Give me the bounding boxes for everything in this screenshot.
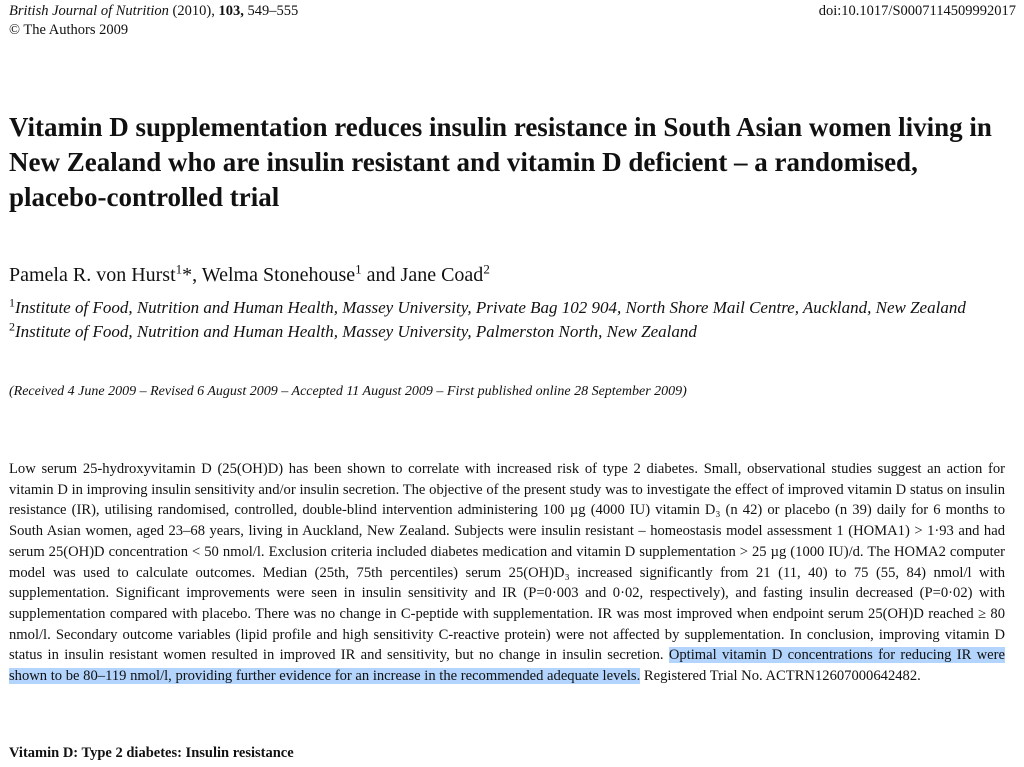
- affiliation-text: Institute of Food, Nutrition and Human Health, Massey University, Private Bag 102 904, North Shore Mail Centre, Auckland, New Zealand: [15, 298, 966, 317]
- abstract-trailing-text[interactable]: Registered Trial No. ACTRN12607000642482.: [640, 668, 921, 685]
- affiliation: [9, 320, 1009, 344]
- journal-volume: 103,: [218, 3, 244, 19]
- keywords: Vitamin D: Type 2 diabetes: Insulin resistance: [9, 745, 294, 761]
- author-name: Jane Coad: [400, 264, 484, 286]
- affiliation-marker: 1: [9, 295, 15, 310]
- received-dates: (Received 4 June 2009 – Revised 6 August 2009 – Accepted 11 August 2009 – First published online 28 September 2009): [9, 384, 687, 399]
- affiliation: [9, 296, 1009, 320]
- author-list: [9, 262, 490, 288]
- copyright-line: © The Authors 2009: [9, 22, 129, 38]
- citation-line: [9, 2, 298, 21]
- abstract[interactable]: [9, 459, 1005, 687]
- selected-text-highlight[interactable]: Optimal vitamin D concentrations for reducing IR were shown to be 80–119 nmol/l, providing further evidence for an increase in the recommended adequate levels.: [9, 647, 1005, 685]
- affiliation-text: Institute of Food, Nutrition and Human Health, Massey University, Palmerston North, New Zealand: [15, 322, 697, 341]
- author-affiliation-marker: 1: [355, 261, 362, 277]
- journal-pages: 549–555: [247, 3, 299, 19]
- author-separator: and: [361, 264, 401, 286]
- affiliation-list: [9, 296, 1009, 344]
- journal-year: (2010),: [172, 3, 215, 19]
- doi[interactable]: doi:10.1017/S0007114509992017: [818, 3, 1016, 19]
- author-affiliation-marker: 1: [175, 261, 183, 277]
- paper-title: Vitamin D supplementation reduces insulin resistance in South Asian women living in New Zealand who are insulin resistant and vitamin D deficient – a randomised, placebo-controlled trial: [9, 112, 992, 212]
- author-name: Welma Stonehouse: [201, 264, 356, 286]
- journal-name: British Journal of Nutrition: [9, 3, 169, 19]
- author-name: Pamela R. von Hurst: [9, 264, 176, 286]
- author-affiliation-marker: 2: [483, 261, 490, 277]
- journal-header: [9, 2, 298, 40]
- affiliation-marker: 2: [9, 319, 15, 334]
- author-separator: *,: [182, 264, 202, 286]
- abstract-text[interactable]: Low serum 25-hydroxyvitamin D (25(OH)D) has been shown to correlate with increased risk of type 2 diabetes. Small, observational studies suggest an action for vitamin D in improving insulin sensitivity and/or insulin secretion. The objective of the present study was to investigate the effect of improved vitamin D status on insulin resistance (IR), utilising randomised, controlled, double-blind intervention administering 100 µg (4000 IU) vitamin D₃ (n 42) or placebo (n 39) daily for 6 months to South Asian women, aged 23–68 years, living in Auckland, New Zealand. Subjects were insulin resistant – homeostasis model assessment 1 (HOMA1) > 1·93 and had serum 25(OH)D concentration < 50 nmol/l. Exclusion criteria included diabetes medication and vitamin D supplementation > 25 µg (1000 IU)/d. The HOMA2 computer model was used to calculate outcomes. Median (25th, 75th percentiles) serum 25(OH)D₃ increased significantly from 21 (11, 40) to 75 (55, 84) nmol/l with supplementation. Significant improvements were seen in insulin sensitivity and IR (P=0·003 and 0·02, respectively), and fasting insulin decreased (P=0·02) with supplementation compared with placebo. There was no change in C-peptide with supplementation. IR was most improved when endpoint serum 25(OH)D reached ≥ 80 nmol/l. Secondary outcome variables (lipid profile and high sensitivity C-reactive protein) were not affected by supplementation. In conclusion, improving vitamin D status in insulin resistant women resulted in improved IR and sensitivity, but no change in insulin secretion.: [9, 461, 1005, 664]
